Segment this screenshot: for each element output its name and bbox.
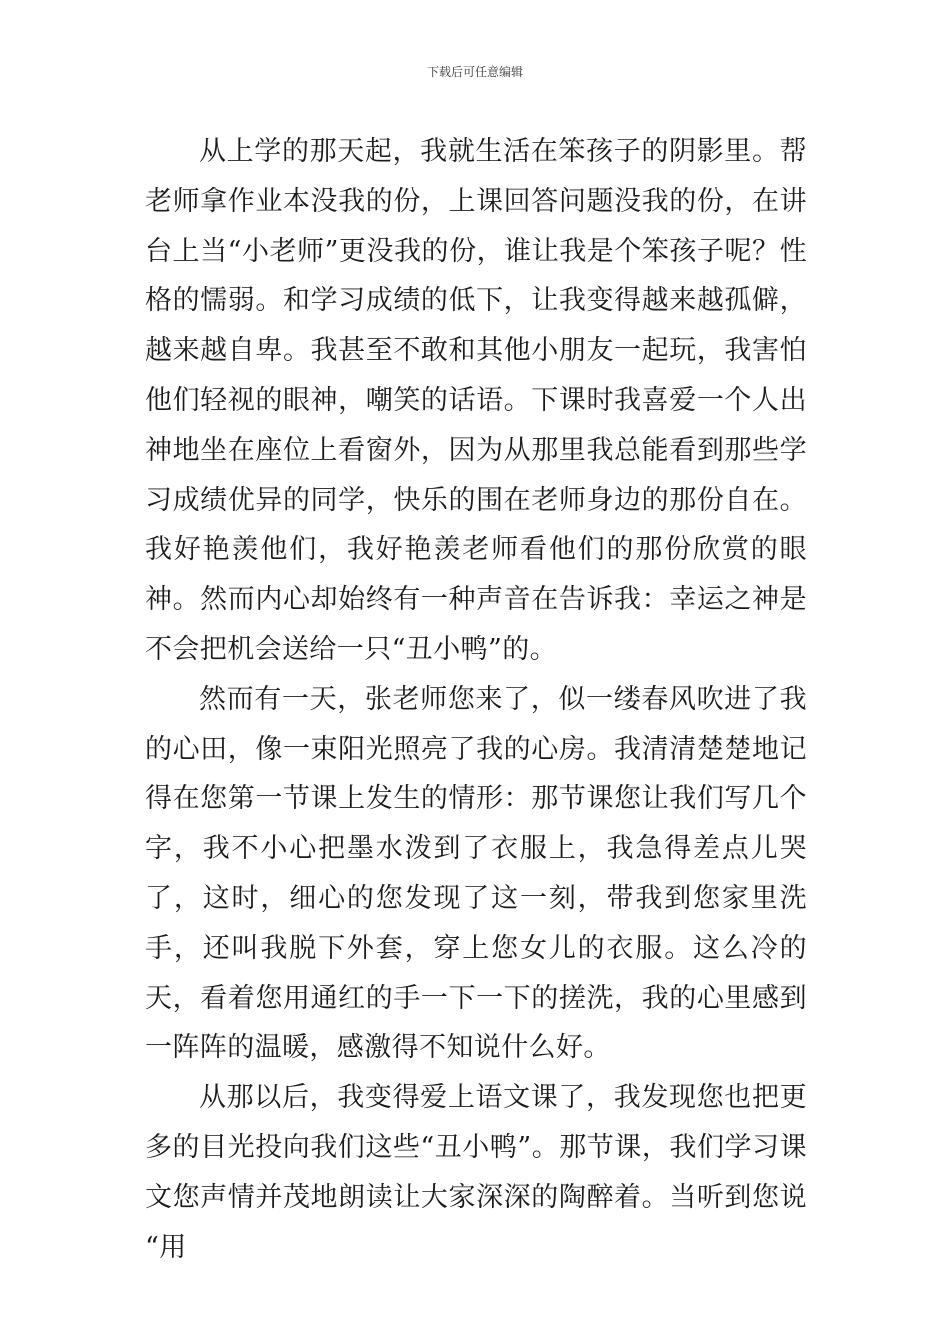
- paragraph-1: 从上学的那天起，我就生活在笨孩子的阴影里。帮老师拿作业本没我的份，上课回答问题没我的份，在讲台上当“小老师”更没我的份，谁让我是个笨孩子呢？性格的懦弱。和学习成绩的低下，让我变得越来越孤僻，越来越自卑。我甚至不敢和其他小朋友一起玩，我害怕他们轻视的眼神，嘲笑的话语。下课时我喜爱一个人出神地坐在座位上看窗外，因为从那里我总能看到那些学习成绩优异的同学，快乐的围在老师身边的那份自在。我好艳羡他们，我好艳羡老师看他们的那份欣赏的眼神。然而内心却始终有一种声音在告诉我：幸运之神是不会把机会送给一只“丑小鸭”的。: [145, 136, 807, 665]
- paragraph-3: 从那以后，我变得爱上语文课了，我发现您也把更多的目光投向我们这些“丑小鸭”。那节课，我们学习课文您声情并茂地朗读让大家深深的陶醉着。当听到您说 “用: [145, 1082, 807, 1263]
- document-body: [145, 127, 807, 1272]
- page-header-note: 下载后可任意编辑: [426, 65, 523, 79]
- paragraph-2: 然而有一天，张老师您来了，似一缕春风吹进了我的心田，像一束阳光照亮了我的心房。我清清楚楚地记得在您第一节课上发生的情形：那节课您让我们写几个字，我不小心把墨水泼到了衣服上，我急得差点儿哭了，这时，细心的您发现了这一刻，带我到您家里洗手，还叫我脱下外套，穿上您女儿的衣服。这么冷的天，看着您用通红的手一下一下的搓洗，我的心里感到一阵阵的温暖，感激得不知说什么好。: [145, 683, 807, 1064]
